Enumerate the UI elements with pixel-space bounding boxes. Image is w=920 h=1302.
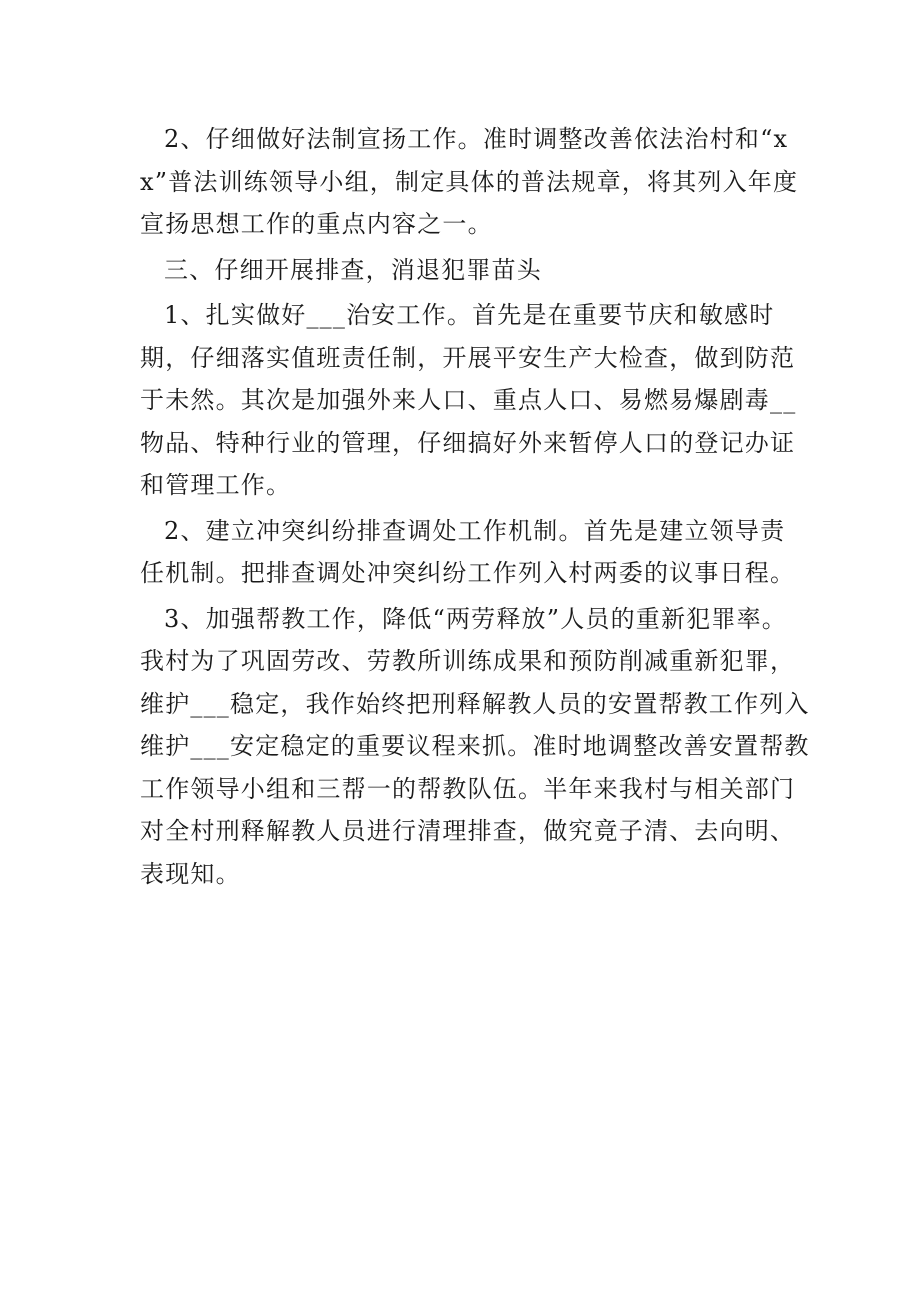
paragraph-public-security: 1、扎实做好___治安工作。首先是在重要节庆和敏感时期，仔细落实值班责任制，开展平安生产大检查，做到防范于未然。其次是加强外来人口、重点人口、易燃易爆剧毒__物品、特种行业的管理，仔细搞好外来暂停人口的登记办证和管理工作。 bbox=[140, 301, 797, 499]
paragraph-rehabilitation: 3、加强帮教工作，降低“两劳释放”人员的重新犯罪率。我村为了巩固劳改、劳教所训练成果和预防削减重新犯罪，维护___稳定，我作始终把刑释解教人员的安置帮教工作列入维护___安定稳定的重要议程来抓。准时地调整改善安置帮教工作领导小组和三帮一的帮教队伍。半年来我村与相关部门对全村刑释解教人员进行清理排查，做究竟子清、去向明、表现知。 bbox=[140, 604, 810, 888]
paragraph-dispute-mechanism: 2、建立冲突纠纷排查调处工作机制。首先是建立领导责任机制。把排查调处冲突纠纷工作列入村两委的议事日程。 bbox=[140, 516, 796, 587]
paragraph-legal-publicity: 2、仔细做好法制宣扬工作。准时调整改善依法治村和“xx”普法训练领导小组，制定具体的普法规章，将其列入年度宣扬思想工作的重点内容之一。 bbox=[140, 125, 799, 238]
document-body bbox=[140, 118, 810, 895]
section-heading-investigation: 三、仔细开展排查，消退犯罪苗头 bbox=[164, 255, 542, 284]
